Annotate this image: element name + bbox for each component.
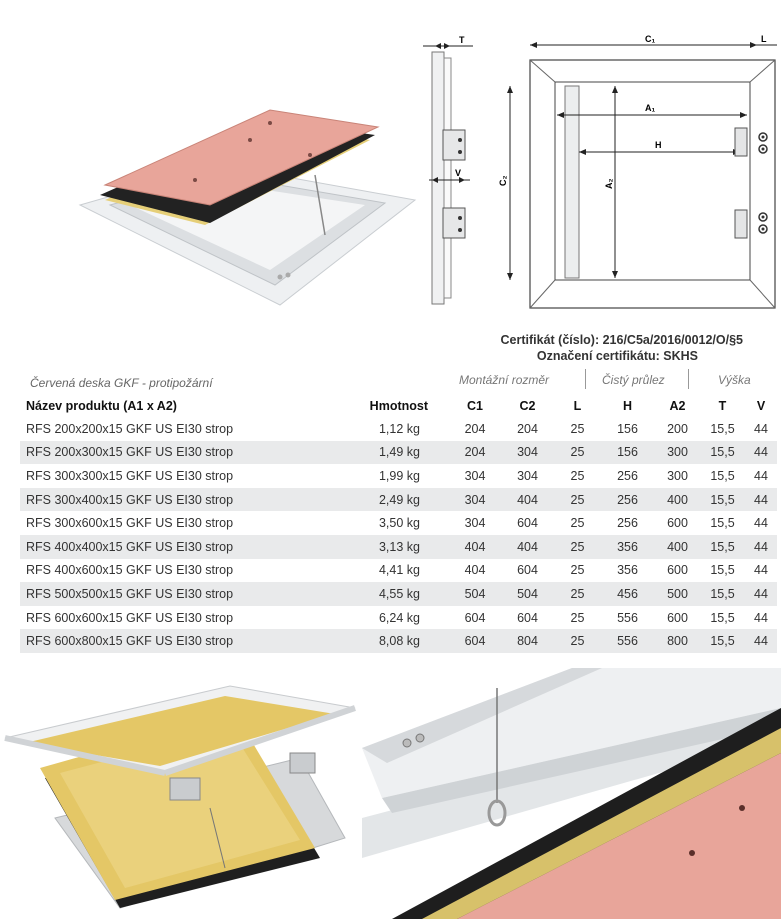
cell-c1: 604 bbox=[464, 610, 486, 625]
cell-product-name: RFS 600x800x15 GKF US EI30 strop bbox=[20, 629, 350, 653]
cell-v: 44 bbox=[754, 421, 768, 436]
table-row bbox=[20, 417, 777, 441]
header-c1: C1 bbox=[467, 399, 483, 413]
cell-weight: 1,49 kg bbox=[350, 441, 450, 465]
table-row bbox=[20, 629, 777, 653]
cell-c1: 604 bbox=[450, 629, 500, 653]
cell-a2: 400 bbox=[655, 488, 700, 512]
table-header-row bbox=[20, 395, 777, 417]
dim-label-A2: A₂ bbox=[604, 178, 614, 189]
cell-l: 25 bbox=[555, 582, 600, 606]
cell-c1: 404 bbox=[464, 563, 486, 578]
cell-weight: 1,99 kg bbox=[378, 468, 420, 483]
cell-a2: 500 bbox=[655, 582, 700, 606]
cell-h: 556 bbox=[600, 629, 655, 653]
side-section-drawing bbox=[415, 30, 480, 315]
cell-weight: 2,49 kg bbox=[350, 488, 450, 512]
cell-t: 15,5 bbox=[700, 582, 745, 606]
header-a2: A2 bbox=[669, 399, 686, 413]
cell-h: 356 bbox=[617, 563, 638, 578]
cell-h: 356 bbox=[600, 535, 655, 559]
cell-t: 15,5 bbox=[710, 468, 735, 483]
cell-l: 25 bbox=[555, 629, 600, 653]
cell-c2: 604 bbox=[517, 516, 538, 531]
dim-label-T: T bbox=[459, 35, 465, 45]
dim-label-A1: A₁ bbox=[645, 103, 656, 113]
cell-a2: 600 bbox=[667, 563, 688, 578]
cell-a2: 400 bbox=[655, 535, 700, 559]
cell-t: 15,5 bbox=[710, 563, 735, 578]
table-row bbox=[20, 441, 777, 465]
table-row bbox=[20, 582, 777, 606]
cell-v: 44 bbox=[754, 610, 768, 625]
group-mounting-dimension: Montážní rozměr bbox=[459, 373, 550, 387]
cell-t: 15,5 bbox=[710, 610, 735, 625]
product-spec-table bbox=[20, 395, 777, 653]
cell-h: 256 bbox=[600, 488, 655, 512]
cell-c2: 204 bbox=[517, 421, 538, 436]
cell-weight: 3,50 kg bbox=[378, 516, 420, 531]
table-row bbox=[20, 511, 777, 535]
cell-a2: 300 bbox=[655, 441, 700, 465]
cell-product-name: RFS 300x400x15 GKF US EI30 strop bbox=[20, 488, 350, 512]
dim-label-V: V bbox=[455, 168, 462, 178]
cell-v: 44 bbox=[745, 488, 777, 512]
cell-c2: 304 bbox=[500, 441, 555, 465]
cell-a2: 600 bbox=[667, 610, 688, 625]
cell-product-name: RFS 300x300x15 GKF US EI30 strop bbox=[26, 468, 234, 483]
cell-v: 44 bbox=[745, 535, 777, 559]
cell-c1: 204 bbox=[450, 441, 500, 465]
cell-h: 256 bbox=[617, 516, 638, 531]
dim-label-L: L bbox=[761, 34, 767, 44]
cell-l: 25 bbox=[570, 610, 585, 625]
cell-c1: 204 bbox=[464, 421, 486, 436]
cell-h: 156 bbox=[617, 421, 638, 436]
cell-c1: 304 bbox=[464, 516, 486, 531]
cell-l: 25 bbox=[570, 563, 585, 578]
group-separator bbox=[688, 369, 689, 389]
cell-l: 25 bbox=[555, 441, 600, 465]
cell-h: 556 bbox=[617, 610, 638, 625]
cell-c2: 404 bbox=[500, 535, 555, 559]
cell-h: 156 bbox=[600, 441, 655, 465]
cell-c2: 504 bbox=[500, 582, 555, 606]
cell-v: 44 bbox=[745, 441, 777, 465]
table-row bbox=[20, 559, 777, 583]
table-row bbox=[20, 464, 777, 488]
header-weight: Hmotnost bbox=[369, 399, 428, 413]
table-row bbox=[20, 535, 777, 559]
cell-product-name: RFS 200x200x15 GKF US EI30 strop bbox=[26, 421, 234, 436]
cell-t: 15,5 bbox=[700, 441, 745, 465]
cell-c2: 404 bbox=[500, 488, 555, 512]
certificate-designation: Označení certifikátu: SKHS bbox=[536, 349, 698, 363]
cell-v: 44 bbox=[745, 629, 777, 653]
cell-c2: 304 bbox=[517, 468, 538, 483]
dim-label-H: H bbox=[655, 140, 662, 150]
table-row bbox=[20, 488, 777, 512]
cell-t: 15,5 bbox=[710, 421, 735, 436]
cell-a2: 800 bbox=[655, 629, 700, 653]
cell-a2: 600 bbox=[667, 516, 688, 531]
cell-t: 15,5 bbox=[700, 629, 745, 653]
cell-a2: 300 bbox=[667, 468, 688, 483]
front-view-drawing bbox=[495, 30, 780, 315]
group-clear-opening: Čistý průlez bbox=[602, 373, 665, 387]
hatch-open-image bbox=[70, 105, 425, 320]
cell-c1: 304 bbox=[450, 488, 500, 512]
header-c2: C2 bbox=[519, 399, 536, 413]
cell-c1: 404 bbox=[450, 535, 500, 559]
header-v: V bbox=[756, 399, 766, 413]
cell-weight: 4,55 kg bbox=[350, 582, 450, 606]
hatch-insulation-photo bbox=[0, 668, 372, 919]
certificate-number: Certifikát (číslo): 216/C5a/2016/0012/O/§5 bbox=[500, 333, 743, 347]
cell-c2: 604 bbox=[517, 610, 538, 625]
cell-v: 44 bbox=[754, 563, 768, 578]
header-h: H bbox=[622, 399, 633, 413]
cell-l: 25 bbox=[570, 468, 585, 483]
cell-t: 15,5 bbox=[700, 535, 745, 559]
cell-weight: 8,08 kg bbox=[350, 629, 450, 653]
table-row bbox=[20, 606, 777, 630]
cell-h: 256 bbox=[617, 468, 638, 483]
group-height: Výška bbox=[718, 373, 751, 387]
cell-h: 456 bbox=[600, 582, 655, 606]
header-product-name: Název produktu (A1 x A2) bbox=[26, 399, 177, 413]
dim-label-C1: C₁ bbox=[645, 34, 656, 44]
cell-l: 25 bbox=[570, 516, 585, 531]
cell-l: 25 bbox=[555, 535, 600, 559]
dim-label-C2: C₂ bbox=[498, 175, 508, 186]
cell-v: 44 bbox=[745, 582, 777, 606]
header-l: L bbox=[573, 399, 582, 413]
header-t: T bbox=[718, 399, 727, 413]
cell-weight: 3,13 kg bbox=[350, 535, 450, 559]
cell-v: 44 bbox=[754, 516, 768, 531]
cell-weight: 6,24 kg bbox=[378, 610, 420, 625]
cell-v: 44 bbox=[754, 468, 768, 483]
cell-product-name: RFS 300x600x15 GKF US EI30 strop bbox=[26, 516, 234, 531]
cell-c2: 604 bbox=[517, 563, 538, 578]
red-board-note: Červená deska GKF - protipožární bbox=[30, 376, 213, 390]
cell-product-name: RFS 500x500x15 GKF US EI30 strop bbox=[20, 582, 350, 606]
cell-weight: 1,12 kg bbox=[378, 421, 420, 436]
cell-product-name: RFS 600x600x15 GKF US EI30 strop bbox=[26, 610, 234, 625]
cell-a2: 200 bbox=[667, 421, 688, 436]
cell-c2: 804 bbox=[500, 629, 555, 653]
cell-l: 25 bbox=[555, 488, 600, 512]
cell-product-name: RFS 400x400x15 GKF US EI30 strop bbox=[20, 535, 350, 559]
cell-weight: 4,41 kg bbox=[378, 563, 420, 578]
cell-c1: 504 bbox=[450, 582, 500, 606]
cell-l: 25 bbox=[570, 421, 585, 436]
group-separator bbox=[585, 369, 586, 389]
cell-product-name: RFS 400x600x15 GKF US EI30 strop bbox=[26, 563, 234, 578]
cell-t: 15,5 bbox=[710, 516, 735, 531]
cell-product-name: RFS 200x300x15 GKF US EI30 strop bbox=[20, 441, 350, 465]
cell-t: 15,5 bbox=[700, 488, 745, 512]
cell-c1: 304 bbox=[464, 468, 486, 483]
safety-wire-closeup-photo bbox=[362, 668, 781, 919]
